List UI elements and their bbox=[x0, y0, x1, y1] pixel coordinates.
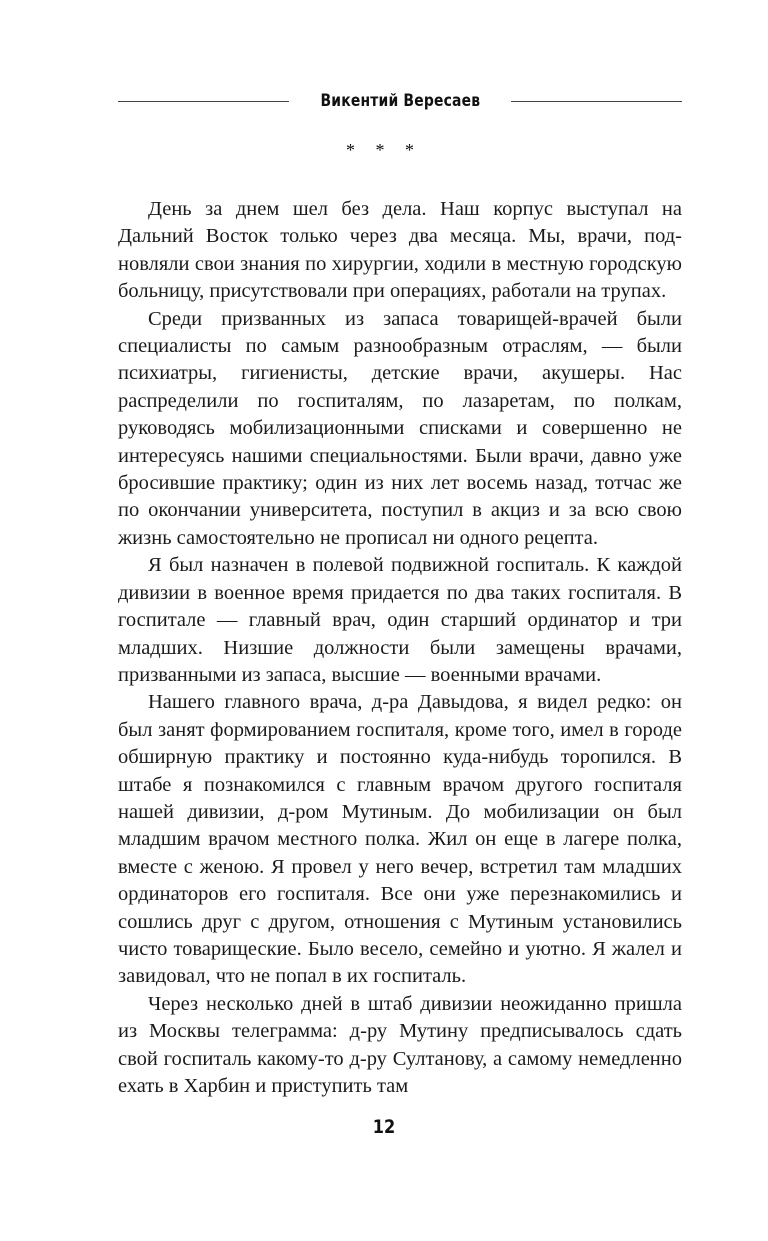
running-header bbox=[118, 86, 682, 116]
page-number: 12 bbox=[372, 1116, 396, 1138]
paragraph: День за днем шел без дела. Наш корпус выступал на Дальний Восток только через два месяца. Мы, врачи, подновляли свои знания по хирургии, ходили в местную городскую больницу, присутствовали при операциях, работали на трупах. bbox=[118, 198, 682, 303]
header-rule-left bbox=[118, 101, 289, 102]
body-text bbox=[118, 196, 682, 1100]
section-separator: * * * bbox=[346, 140, 422, 160]
paragraph: Среди призванных из запаса товарищей-врачей были специалисты по самым разнообразным отраслям, — были психиатры, гигиенисты, детские врачи, акушеры. Нас распределили по госпиталям, по лазаретам, по полкам, руководясь мобилизационными списками и совершенно не интересуясь нашими специальностями. Были врачи, давно уже бросившие практику; один из них лет восемь назад, тотчас же по окончании университета, поступил в акциз и за всю свою жизнь самостоятельно не прописал ни одного рецепта. bbox=[118, 307, 682, 549]
header-rule-right bbox=[511, 101, 682, 102]
author-name: Викентий Вересаев bbox=[320, 91, 480, 111]
paragraph: Через несколько дней в штаб дивизии неожиданно пришла из Москвы телеграмма: д-ру Мутину предписывалось сдать свой госпиталь какому-то д-ру Султанову, а самому немедленно ехать в Харбин и приступить там bbox=[118, 992, 682, 1097]
paragraph: Я был назначен в полевой подвижной госпиталь. К каждой дивизии в военное время придается по два таких госпиталя. В госпитале — главный врач, один старший ординатор и три младших. Низшие должности были замещены врачами, призванными из запаса, высшие — военными врачами. bbox=[118, 554, 682, 686]
paragraph: Нашего главного врача, д-ра Давыдова, я видел редко: он был занят формированием госпиталя, кроме того, имел в городе обширную практику и постоянно куда-нибудь торопился. В штабе я познакомился с главным врачом другого госпиталя нашей дивизии, д-ром Мутиным. До мобилизации он был младшим врачом местного полка. Жил он еще в лагере полка, вместе с женою. Я провел у него вечер, встретил там младших ординаторов его госпиталя. Все они уже перезнакомились и сошлись друг с другом, отношения с Мутиным установились чисто товарищеские. Было весело, семейно и уютно. Я жалел и завидовал, что не попал в их госпиталь. bbox=[118, 691, 682, 988]
